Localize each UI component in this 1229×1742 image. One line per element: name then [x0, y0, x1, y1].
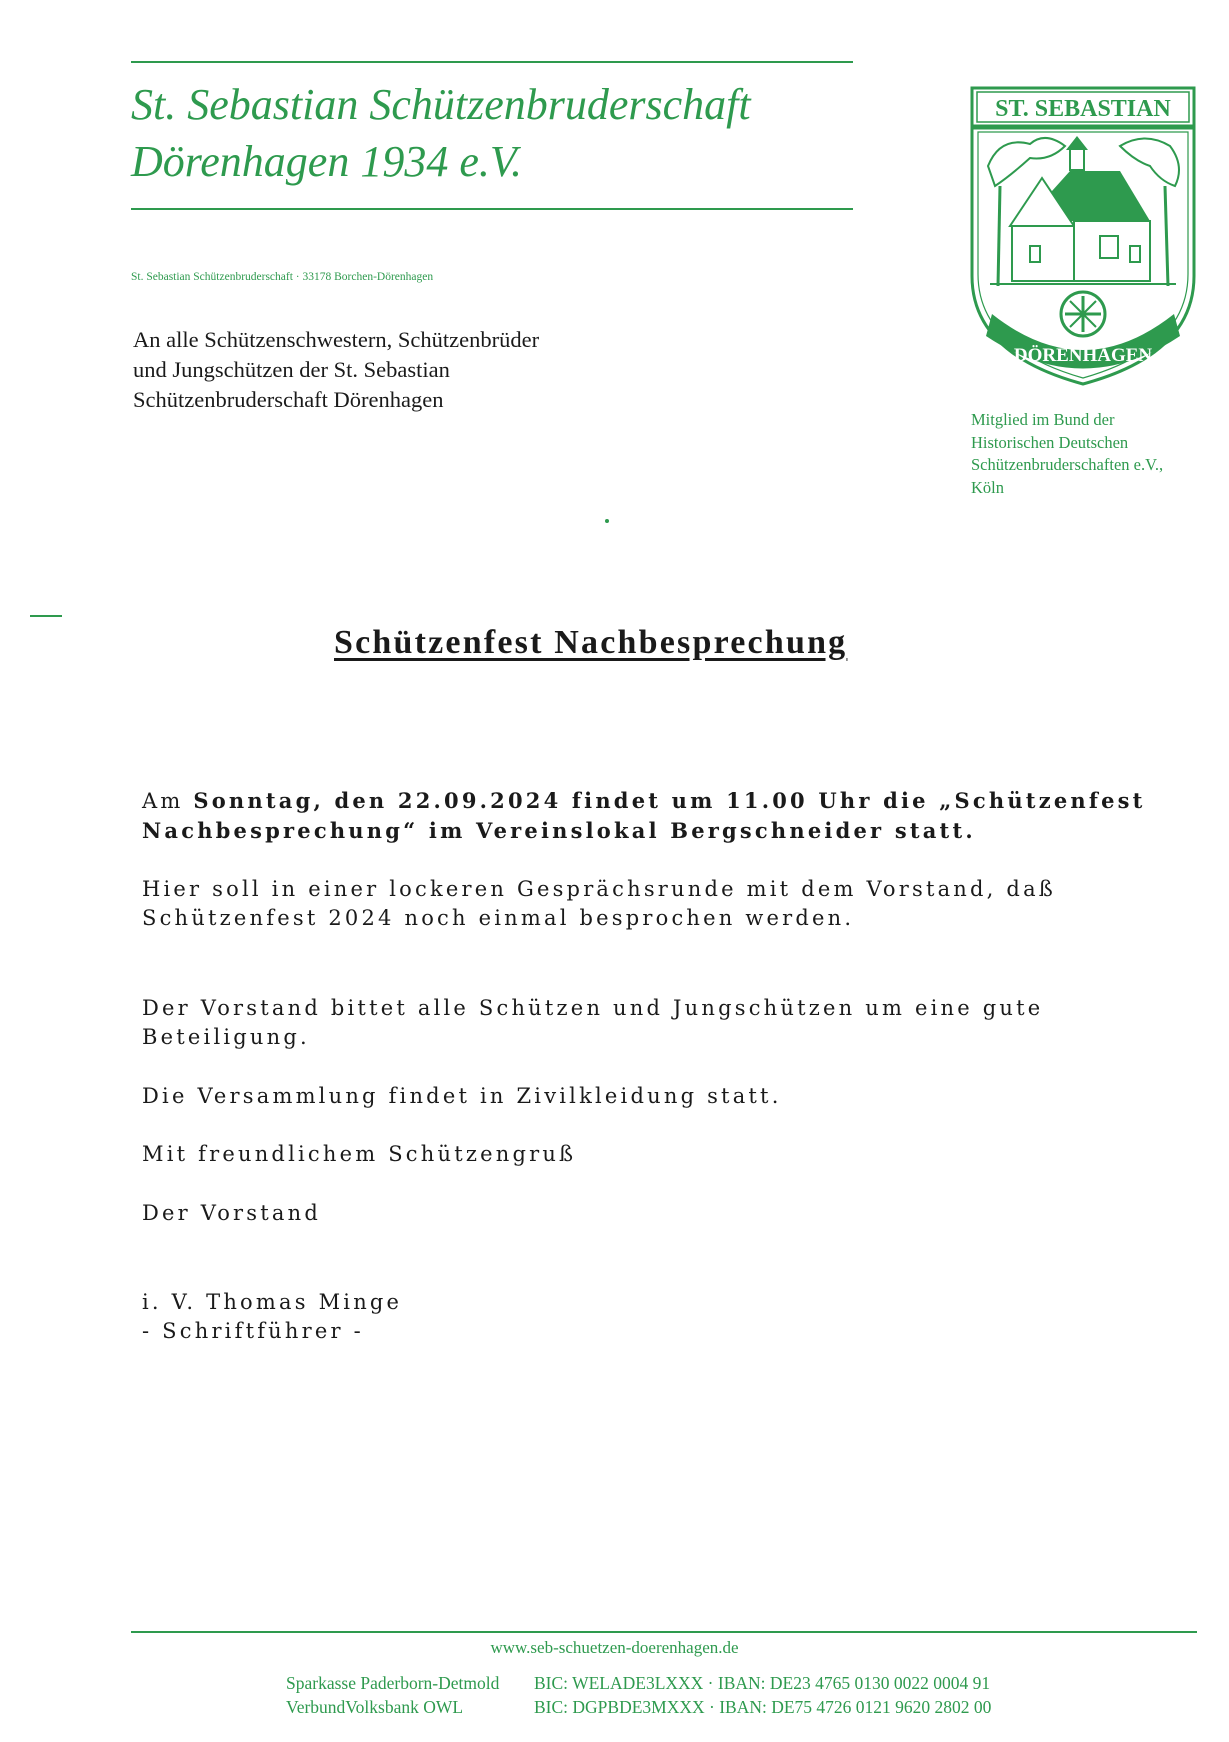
bank-name-1: Sparkasse Paderborn-Detmold — [286, 1673, 500, 1693]
recipient-line-3: Schützenbruderschaft Dörenhagen — [133, 387, 444, 412]
announcement-bold-line2: Nachbesprechung“ im Vereinslokal Bergschneider statt. — [142, 818, 976, 843]
organization-title-line1: St. Sebastian Schützenbruderschaft — [131, 80, 751, 129]
letter-subject: Schützenfest Nachbesprechung — [334, 624, 848, 661]
signature-block — [142, 1288, 402, 1346]
announcement-bold-line1: Sonntag, den 22.09.2024 findet um 11.00 Uhr die „Schützenfest — [193, 788, 1146, 813]
recipient-address — [133, 325, 539, 415]
bank-name-2: VerbundVolksbank OWL — [286, 1697, 464, 1717]
crest-ribbon-text: DÖRENHAGEN — [1013, 345, 1153, 366]
bank-details-2: BIC: DGPBDE3MXXX · IBAN: DE75 4726 0121 9620 2802 00 — [534, 1697, 992, 1717]
footer-website: www.seb-schuetzen-doerenhagen.de — [490, 1638, 739, 1657]
organization-title — [131, 76, 751, 190]
paragraph-request — [142, 994, 1043, 1052]
crest-banner-text: ST. SEBASTIAN — [995, 96, 1171, 122]
header-top-rule — [131, 61, 853, 63]
paragraph-announcement — [142, 786, 1146, 846]
paragraph-dress-code: Die Versammlung findet in Zivilkleidung statt. — [142, 1084, 782, 1108]
purpose-line-1: Hier soll in einer lockeren Gesprächsrunde mit dem Vorstand, daß — [142, 877, 1057, 901]
membership-line-1: Mitglied im Bund der — [971, 410, 1115, 429]
recipient-line-2: und Jungschützen der St. Sebastian — [133, 357, 450, 382]
request-line-1: Der Vorstand bittet alle Schützen und Jungschützen um eine gute — [142, 996, 1044, 1020]
recipient-line-1: An alle Schützenschwestern, Schützenbrüder — [133, 327, 540, 352]
membership-note — [971, 409, 1163, 499]
club-crest-logo — [970, 86, 1196, 386]
signoff: Der Vorstand — [142, 1201, 322, 1225]
header-bottom-rule — [131, 208, 853, 210]
organization-title-line2: Dörenhagen 1934 e.V. — [131, 137, 523, 186]
purpose-line-2: Schützenfest 2024 noch einmal besprochen werden. — [142, 906, 855, 930]
fold-mark — [30, 615, 62, 617]
membership-line-3: Schützenbruderschaften e.V., — [971, 455, 1164, 474]
bank-details-1: BIC: WELADE3LXXX · IBAN: DE23 4765 0130 0022 0004 91 — [534, 1673, 991, 1693]
membership-line-4: Köln — [971, 477, 1004, 497]
membership-line-2: Historischen Deutschen — [971, 432, 1129, 452]
request-line-2: Beteiligung. — [142, 1025, 310, 1049]
footer-rule — [131, 1631, 1197, 1633]
closing-greeting: Mit freundlichem Schützengruß — [142, 1142, 577, 1166]
signer-role: - Schriftführer - — [142, 1319, 364, 1343]
signer-name: i. V. Thomas Minge — [142, 1290, 403, 1314]
decorative-dot — [605, 519, 609, 523]
announcement-lead: Am — [142, 789, 194, 813]
paragraph-purpose — [142, 875, 1056, 933]
sender-address-line: St. Sebastian Schützenbruderschaft · 33178 Borchen-Dörenhagen — [131, 271, 434, 283]
